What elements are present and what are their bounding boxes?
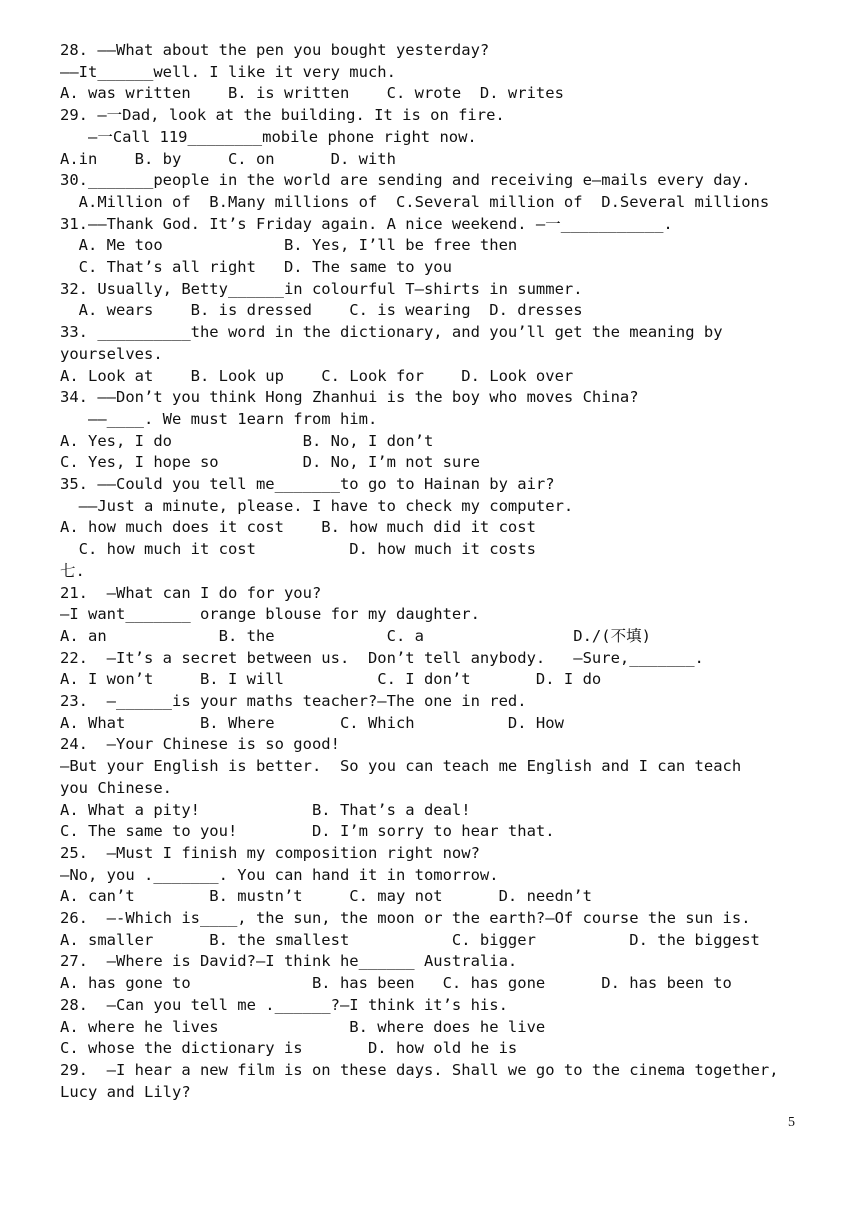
text-line: C. That’s all right D. The same to you [60,258,452,276]
text-line: yourselves. [60,344,163,363]
text-line: A. Me too B. Yes, I’ll be free then [60,236,518,255]
text-line: 29. —I hear a new film is on these days. Shall we go to the cinema together, [60,1060,779,1079]
text-line: A. What B. Where C. Which D. How [60,713,564,732]
text-line: C. The same to you! D. I’m sorry to hear that. [60,822,555,841]
text-line: 31.——Thank God. It’s Friday again. A nice weekend. —一___________. [60,214,673,233]
text-line: A. how much does it cost B. how much did it cost [60,518,536,537]
text-line: 32. Usually, Betty______in colourful T—shirts in summer. [60,279,583,298]
text-line: 28. ——What about the pen you bought yesterday? [60,41,490,59]
text-line: A. wears B. is dressed C. is wearing D. dresses [60,301,583,320]
text-line: ——Just a minute, please. I have to check my computer. [60,496,574,515]
text-line: you Chinese. [60,778,172,797]
text-line: 29. —一Dad, look at the building. It is on fire. [60,106,505,125]
text-line: 33. __________the word in the dictionary, and you’ll get the meaning by [60,323,723,342]
text-line: A. an B. the C. a D./(不填) [60,626,651,645]
text-line: ——It______well. I like it very much. [60,62,396,81]
text-line: A. has gone to B. has been C. has gone D. has been to [60,974,732,993]
text-line: C. whose the dictionary is D. how old he is [60,1039,518,1058]
page-number: 5 [788,1115,795,1130]
text-line: A. smaller B. the smallest C. bigger D. the biggest [60,930,760,949]
text-line: A.Million of B.Many millions of C.Several million of D.Several millions [60,192,770,211]
text-line: A. Yes, I do B. No, I don’t [60,431,434,450]
text-line: —No, you ._______. You can hand it in tomorrow. [60,865,499,884]
text-line: C. how much it cost D. how much it costs [60,540,536,559]
text-line: C. Yes, I hope so D. No, I’m not sure [60,453,480,472]
text-line: 25. —Must I finish my composition right now? [60,843,480,862]
text-line: A. where he lives B. where does he live [60,1017,546,1036]
text-line: 34. ——Don’t you think Hong Zhanhui is the boy who moves China? [60,388,639,407]
text-line: 27. —Where is David?—I think he______ Australia. [60,952,518,971]
text-line: —But your English is better. So you can teach me English and I can teach [60,757,742,776]
text-line: ——____. We must 1earn from him. [60,409,378,428]
text-line: A. What a pity! B. That’s a deal! [60,800,471,819]
text-line: 23. —______is your maths teacher?—The one in red. [60,692,527,710]
text-line: A. can’t B. mustn’t C. may not D. needn’t [60,887,592,906]
text-line: 28. —Can you tell me .______?—I think it’s his. [60,995,508,1014]
text-line: 21. —What can I do for you? [60,583,322,602]
text-line: 22. —It’s a secret between us. Don’t tell anybody. —Sure,_______. [60,648,704,667]
text-line: —I want_______ orange blouse for my daughter. [60,605,480,624]
text-line: 24. —Your Chinese is so good! [60,735,340,754]
text-line: 35. ——Could you tell me_______to go to Hainan by air? [60,475,555,493]
text-line: —一Call 119________mobile phone right now. [60,127,477,146]
text-line: A. I won’t B. I will C. I don’t D. I do [60,670,602,689]
text-line: A. Look at B. Look up C. Look for D. Look over [60,366,574,385]
text-line: 30._______people in the world are sending and receiving e—mails every day. [60,171,751,190]
text-line: A. was written B. is written C. wrote D. writes [60,84,564,103]
text-line: Lucy and Lily? [60,1082,191,1101]
text-line: 七. [60,561,85,580]
text-line: A.in B. by C. on D. with [60,149,396,168]
text-line: 26. —-Which is____, the sun, the moon or the earth?—Of course the sun is. [60,909,751,927]
